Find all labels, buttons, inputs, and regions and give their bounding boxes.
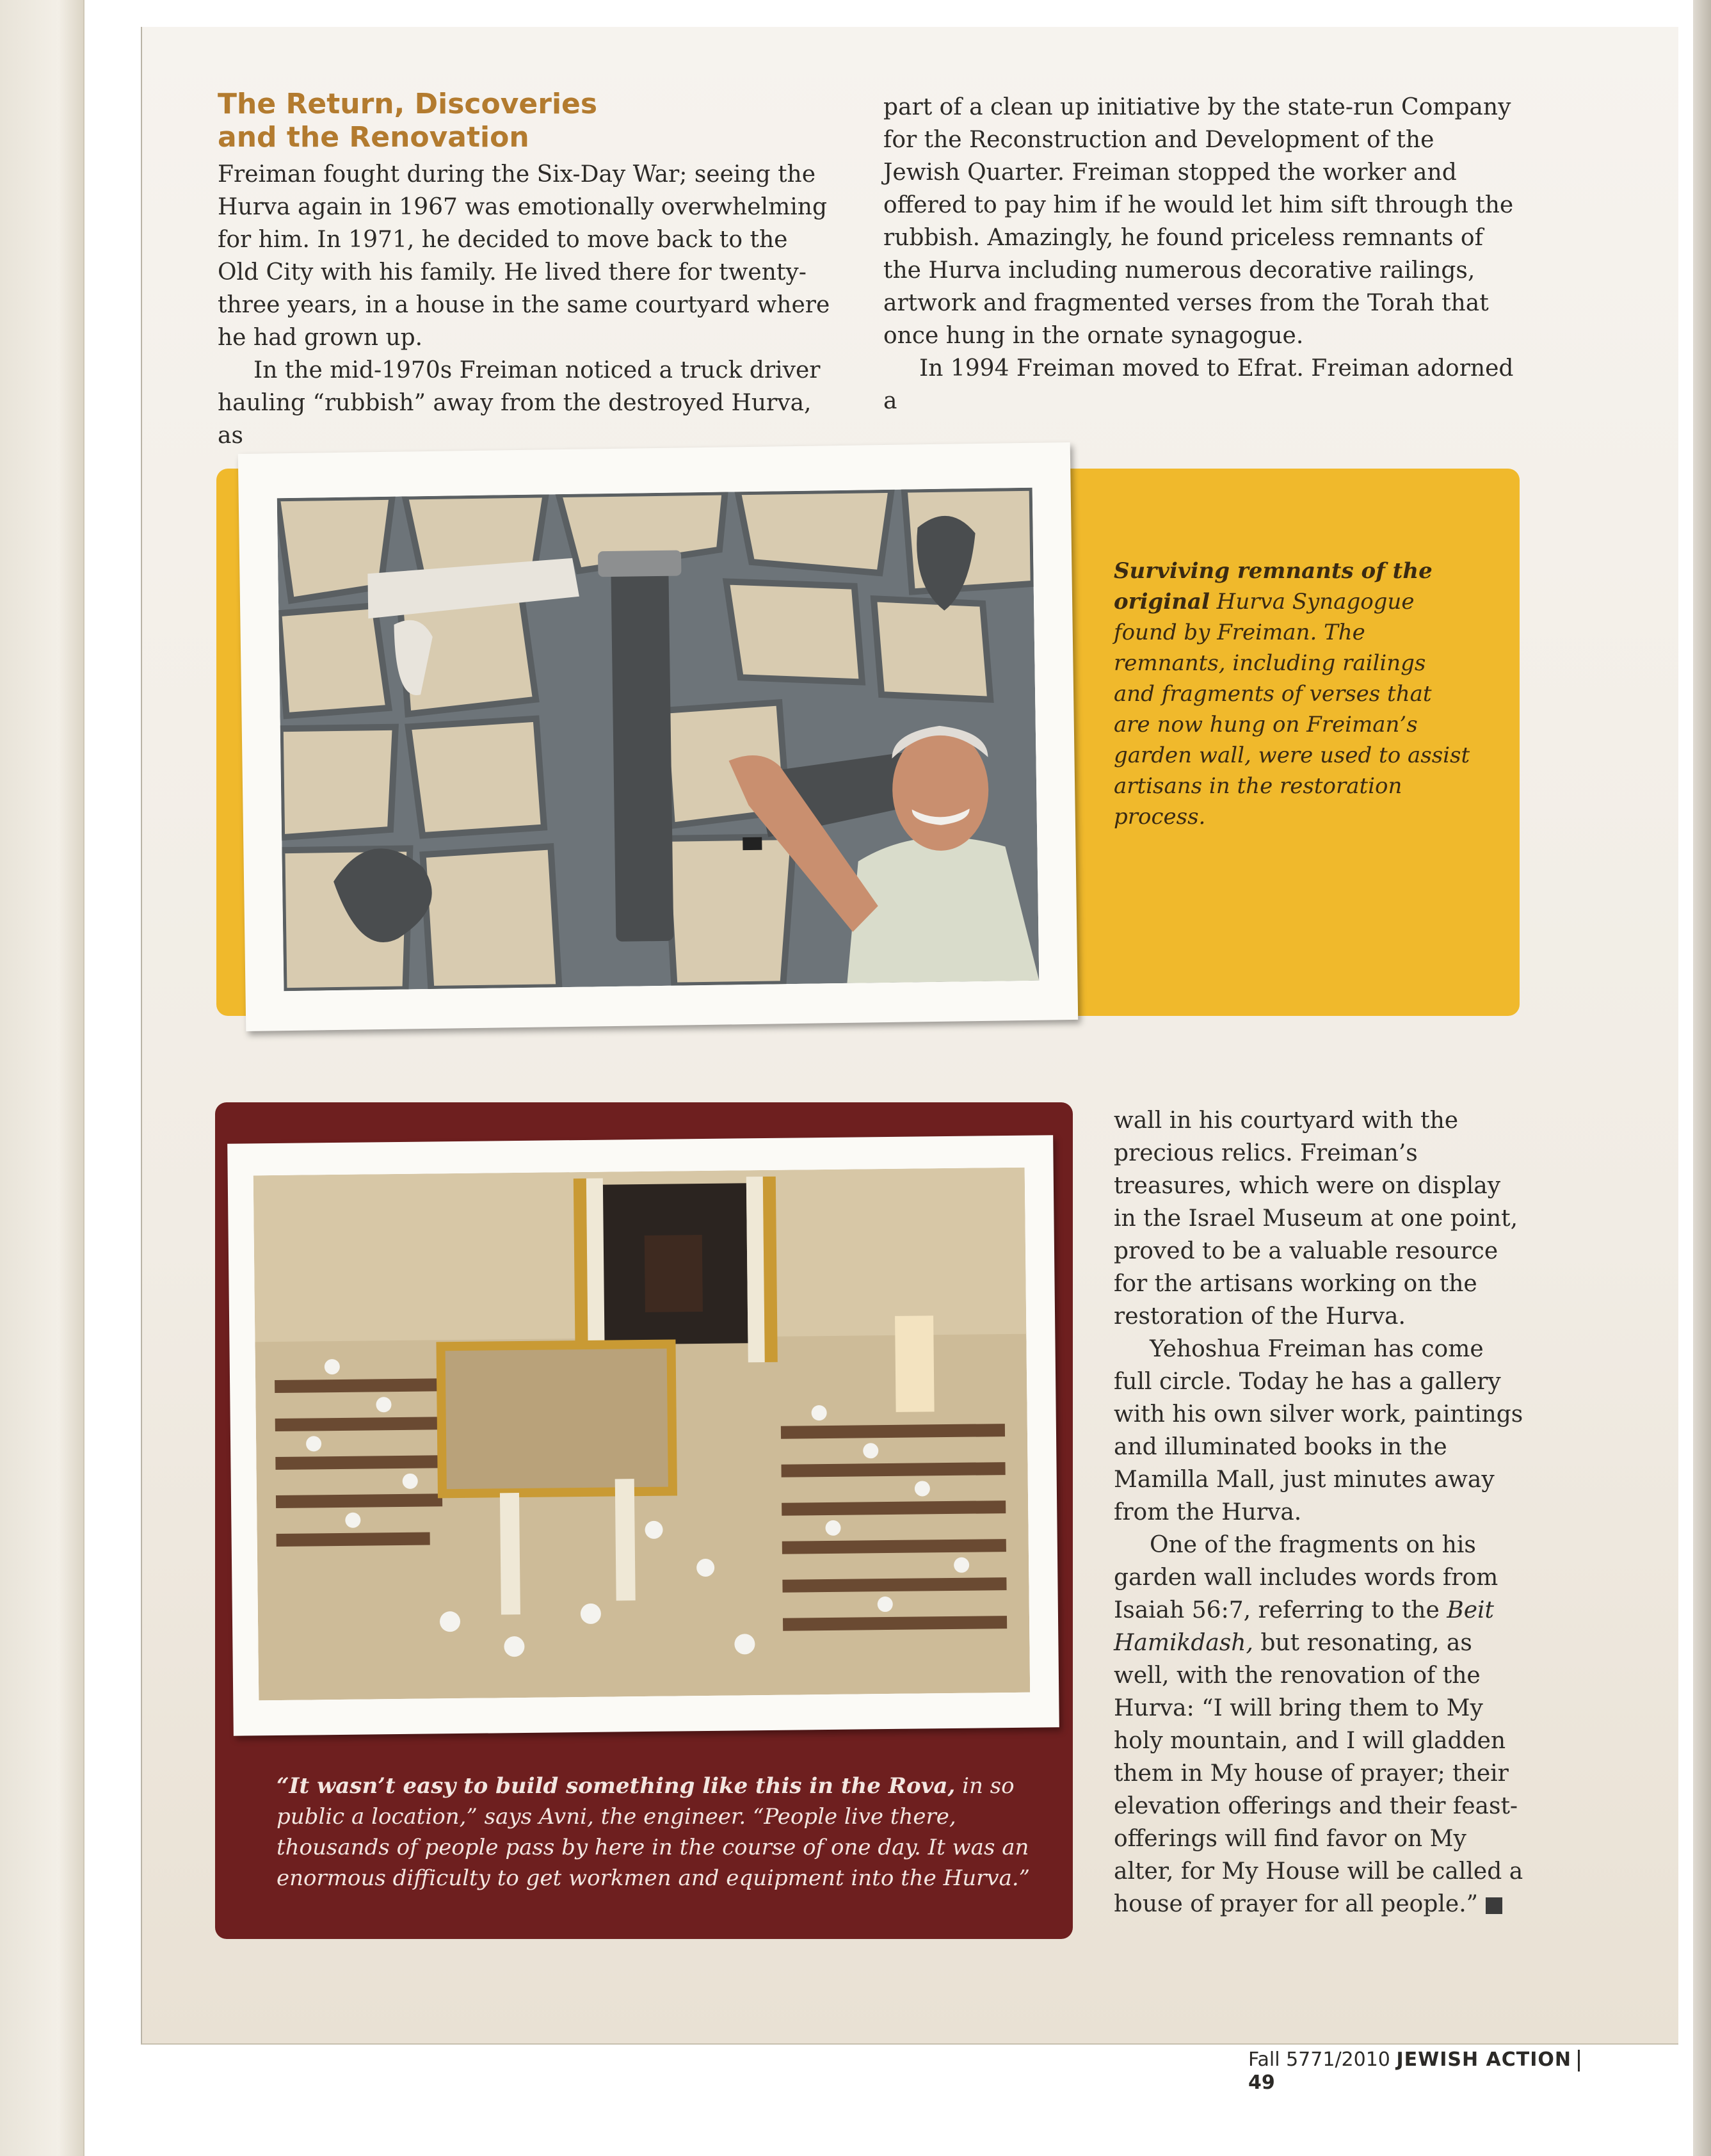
photo-frame: [238, 442, 1078, 1031]
synagogue-illustration: [253, 1168, 1031, 1701]
column-2-text: [883, 91, 1517, 417]
page-footer: [1248, 2048, 1607, 2094]
paragraph: [1114, 1529, 1523, 1920]
caption-text: Hurva Synagogue found by Freiman. The remnants, including railings and fragments of verses that are now hung on Freiman’s garden wall, were used to assist artisans in the restoration process.: [1114, 589, 1470, 830]
paragraph: In 1994 Freiman moved to Efrat. Freiman adorned a: [883, 355, 1514, 414]
headline-line-2: and the Renovation: [218, 121, 529, 154]
stone-wall-illustration: [277, 488, 1040, 991]
magazine-name: JEWISH ACTION: [1396, 2048, 1571, 2071]
paragraph: Yehoshua Freiman has come full circle. Today he has a gallery with his own silver work, paintings and illuminated books in the Mamilla Mall, just minutes away from the Hurva.: [1114, 1336, 1523, 1525]
column-3-text: [1114, 1104, 1523, 1920]
column-1-text: [218, 158, 832, 452]
left-page-edge: [0, 0, 84, 2156]
headline-line-1: The Return, Discoveries: [218, 88, 598, 120]
end-mark-icon: [1486, 1897, 1502, 1914]
paragraph: wall in his courtyard with the precious relics. Freiman’s treasures, which were on display in the Israel Museum at one point, proved to be a valuable resource for the artisans working on the restoration of the Hurva.: [1114, 1107, 1518, 1330]
remnants-caption: [1114, 556, 1472, 832]
right-page-edge: [1693, 0, 1711, 2156]
paragraph-text: but resonating, as well, with the renovation of the Hurva: “I will bring them to My holy mountain, and I will gladden them in My house of prayer; their elevation offerings and their feast-offerings will find favor on My alter, for My House will be called a house of prayer for all people.”: [1114, 1630, 1523, 1917]
issue-date: Fall 5771/2010: [1248, 2048, 1390, 2071]
footer-divider: [1578, 2050, 1580, 2072]
engineer-quote-caption: [277, 1771, 1032, 1894]
page-number: 49: [1248, 2071, 1275, 2094]
paragraph-text: One of the fragments on his garden wall includes words from Isaiah 56:7, referring to the: [1114, 1532, 1498, 1623]
paragraph: Freiman fought during the Six-Day War; seeing the Hurva again in 1967 was emotionally overwhelming for him. In 1971, he decided to move back to the Old City with his family. He lived there for twenty-three years, in a house in the same courtyard where he had grown up.: [218, 161, 830, 351]
caption-bold: Surviving remnants of the original: [1114, 558, 1433, 615]
photo-frame: [227, 1135, 1059, 1735]
italic-term: Beit Hamikdash,: [1114, 1597, 1494, 1656]
quote-bold: “It wasn’t easy to build something like this in the Rova,: [277, 1773, 956, 1799]
section-headline: [218, 88, 615, 154]
remnants-photo: [277, 488, 1040, 991]
synagogue-interior-photo: [253, 1168, 1031, 1701]
quote-text: in so public a location,” says Avni, the engineer. “People live there, thousands of people pass by here in the course of one day. It was an enormous difficulty to get workmen and equipment into the Hurva.”: [277, 1773, 1031, 1891]
paragraph: In the mid-1970s Freiman noticed a truck driver hauling “rubbish” away from the destroyed Hurva, as: [218, 357, 821, 449]
paragraph: part of a clean up initiative by the state-run Company for the Reconstruction and Development of the Jewish Quarter. Freiman stopped the worker and offered to pay him if he would let him sift through the rubbish. Amazingly, he found priceless remnants of the Hurva including numerous decorative railings, artwork and fragmented verses from the Torah that once hung in the ornate synagogue.: [883, 94, 1514, 349]
